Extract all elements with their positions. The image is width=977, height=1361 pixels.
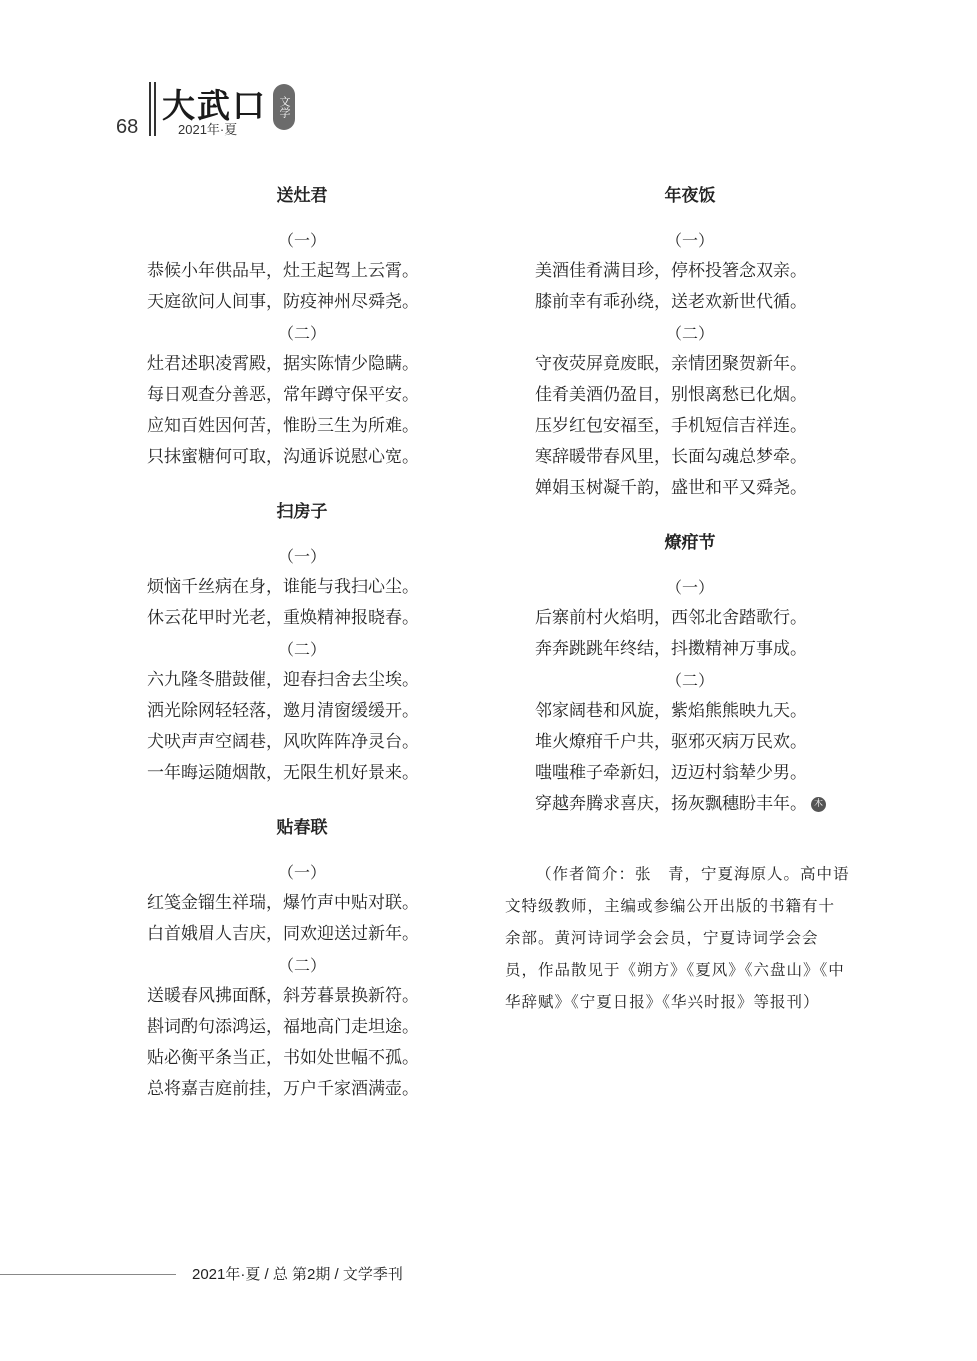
poem-line: 天庭欲问人间事，防疫神州尽舜尧。 (147, 292, 419, 312)
left-column (147, 181, 457, 1105)
poem (147, 181, 457, 473)
right-column (535, 181, 845, 820)
poem-title: 燎疳节 (664, 533, 716, 553)
poem-line: 犬吠声声空阔巷，风吹阵阵净灵台。 (147, 732, 419, 752)
end-mark-icon: 木 (811, 797, 826, 812)
poem-line: 总将嘉吉庭前挂，万户千家酒满壶。 (147, 1079, 419, 1099)
poem-title: 年夜饭 (664, 186, 716, 206)
poem-line: 婵娟玉树凝千韵，盛世和平又舜尧。 (535, 478, 807, 498)
section-label: （一） (665, 578, 714, 597)
poem-line-text: 穿越奔腾求喜庆，扬灰飘穗盼丰年。 (535, 794, 807, 814)
poem-line: 守夜荧屏竟废眠，亲情团聚贺新年。 (535, 354, 807, 374)
poem-line: 后寨前村火焰明，西邻北舍踏歌行。 (535, 608, 807, 628)
poem-line: 恭候小年供品早，灶王起驾上云霄。 (147, 261, 419, 281)
section-label: （一） (277, 231, 326, 250)
poem-line: 膝前幸有乖孙绕，送老欢新世代循。 (535, 292, 807, 312)
poem-line: 烦恼千丝病在身，谁能与我扫心尘。 (147, 577, 419, 597)
poem-line: 美酒佳肴满目珍，停杯投箸念双亲。 (535, 261, 807, 281)
poem (535, 528, 845, 820)
poem-line: 应知百姓因何苦，惟盼三生为所难。 (147, 416, 419, 436)
section-label: （一） (277, 863, 326, 882)
magazine-title: 大武口 (162, 86, 267, 125)
poem-line: 堆火燎疳千户共，驱邪灭病万民欢。 (535, 732, 807, 752)
poem-line: 邻家阔巷和风旋，紫焰熊熊映九天。 (535, 701, 807, 721)
section-label: （二） (277, 324, 326, 343)
poem-line: 白首娥眉人吉庆，同欢迎送过新年。 (147, 924, 419, 944)
section-label: （二） (665, 671, 714, 690)
section-label: （一） (277, 547, 326, 566)
poem-line: 压岁红包安福至，手机短信吉祥连。 (535, 416, 807, 436)
footer-text: 2021年·夏 / 总 第2期 / 文学季刊 (192, 1266, 403, 1283)
section-label: （二） (665, 324, 714, 343)
poem-line: 灶君述职凌霄殿，据实陈情少隐瞒。 (147, 354, 419, 374)
seal-icon: 文学 (273, 84, 295, 130)
header-divider (154, 82, 156, 136)
page-header (0, 0, 977, 150)
poem-line: 寒辞暖带春风里，长面勾魂总梦牵。 (535, 447, 807, 467)
section-label: （二） (277, 640, 326, 659)
poem-line: 贴必衡平条当正，书如处世幅不孤。 (147, 1048, 419, 1068)
poem-title: 扫房子 (276, 502, 328, 522)
poem-line: 佳肴美酒仍盈目，别恨离愁已化烟。 (535, 385, 807, 405)
poem (147, 813, 457, 1105)
poem (147, 497, 457, 789)
poem-line: 一年晦运随烟散，无限生机好景来。 (147, 763, 419, 783)
poem-line: 休云花甲时光老，重焕精神报晓春。 (147, 608, 419, 628)
poem-line: 斟词酌句添鸿运，福地高门走坦途。 (147, 1017, 419, 1037)
footer-rule (0, 1274, 176, 1275)
poem-line (535, 789, 845, 820)
page-number: 68 (116, 116, 139, 138)
poem (535, 181, 845, 504)
poem-title: 贴春联 (276, 818, 328, 838)
poem-line: 六九隆冬腊鼓催，迎春扫舍去尘埃。 (147, 670, 419, 690)
poem-line: 只抹蜜糖何可取，沟通诉说慰心宽。 (147, 447, 419, 467)
header-divider (149, 82, 151, 136)
poem-line: 红笺金镏生祥瑞，爆竹声中贴对联。 (147, 893, 419, 913)
poem-line: 嗤嗤稚子牵新妇，迈迈村翁辇少男。 (535, 763, 807, 783)
author-bio: （作者简介：张 青，宁夏海原人。高中语文特级教师，主编或参编公开出版的书籍有十余部。黄河诗词学会会员，宁夏诗词学会会员，作品散见于《朔方》《夏风》《六盘山》《中华辞赋》《宁夏日报》《华兴时报》等报刊） (505, 865, 850, 1011)
section-label: （二） (277, 956, 326, 975)
poem-line: 奔奔跳跳年终结，抖擞精神万事成。 (535, 639, 807, 659)
poem-title: 送灶君 (276, 186, 328, 206)
poem-line: 送暖春风拂面酥，斜芳暮景换新符。 (147, 986, 419, 1006)
poem-line: 洒光除网轻轻落，邀月清窗缓缓开。 (147, 701, 419, 721)
section-label: （一） (665, 231, 714, 250)
poem-line: 每日观查分善恶，常年蹲守保平安。 (147, 385, 419, 405)
issue-label: 2021年·夏 (178, 122, 238, 137)
